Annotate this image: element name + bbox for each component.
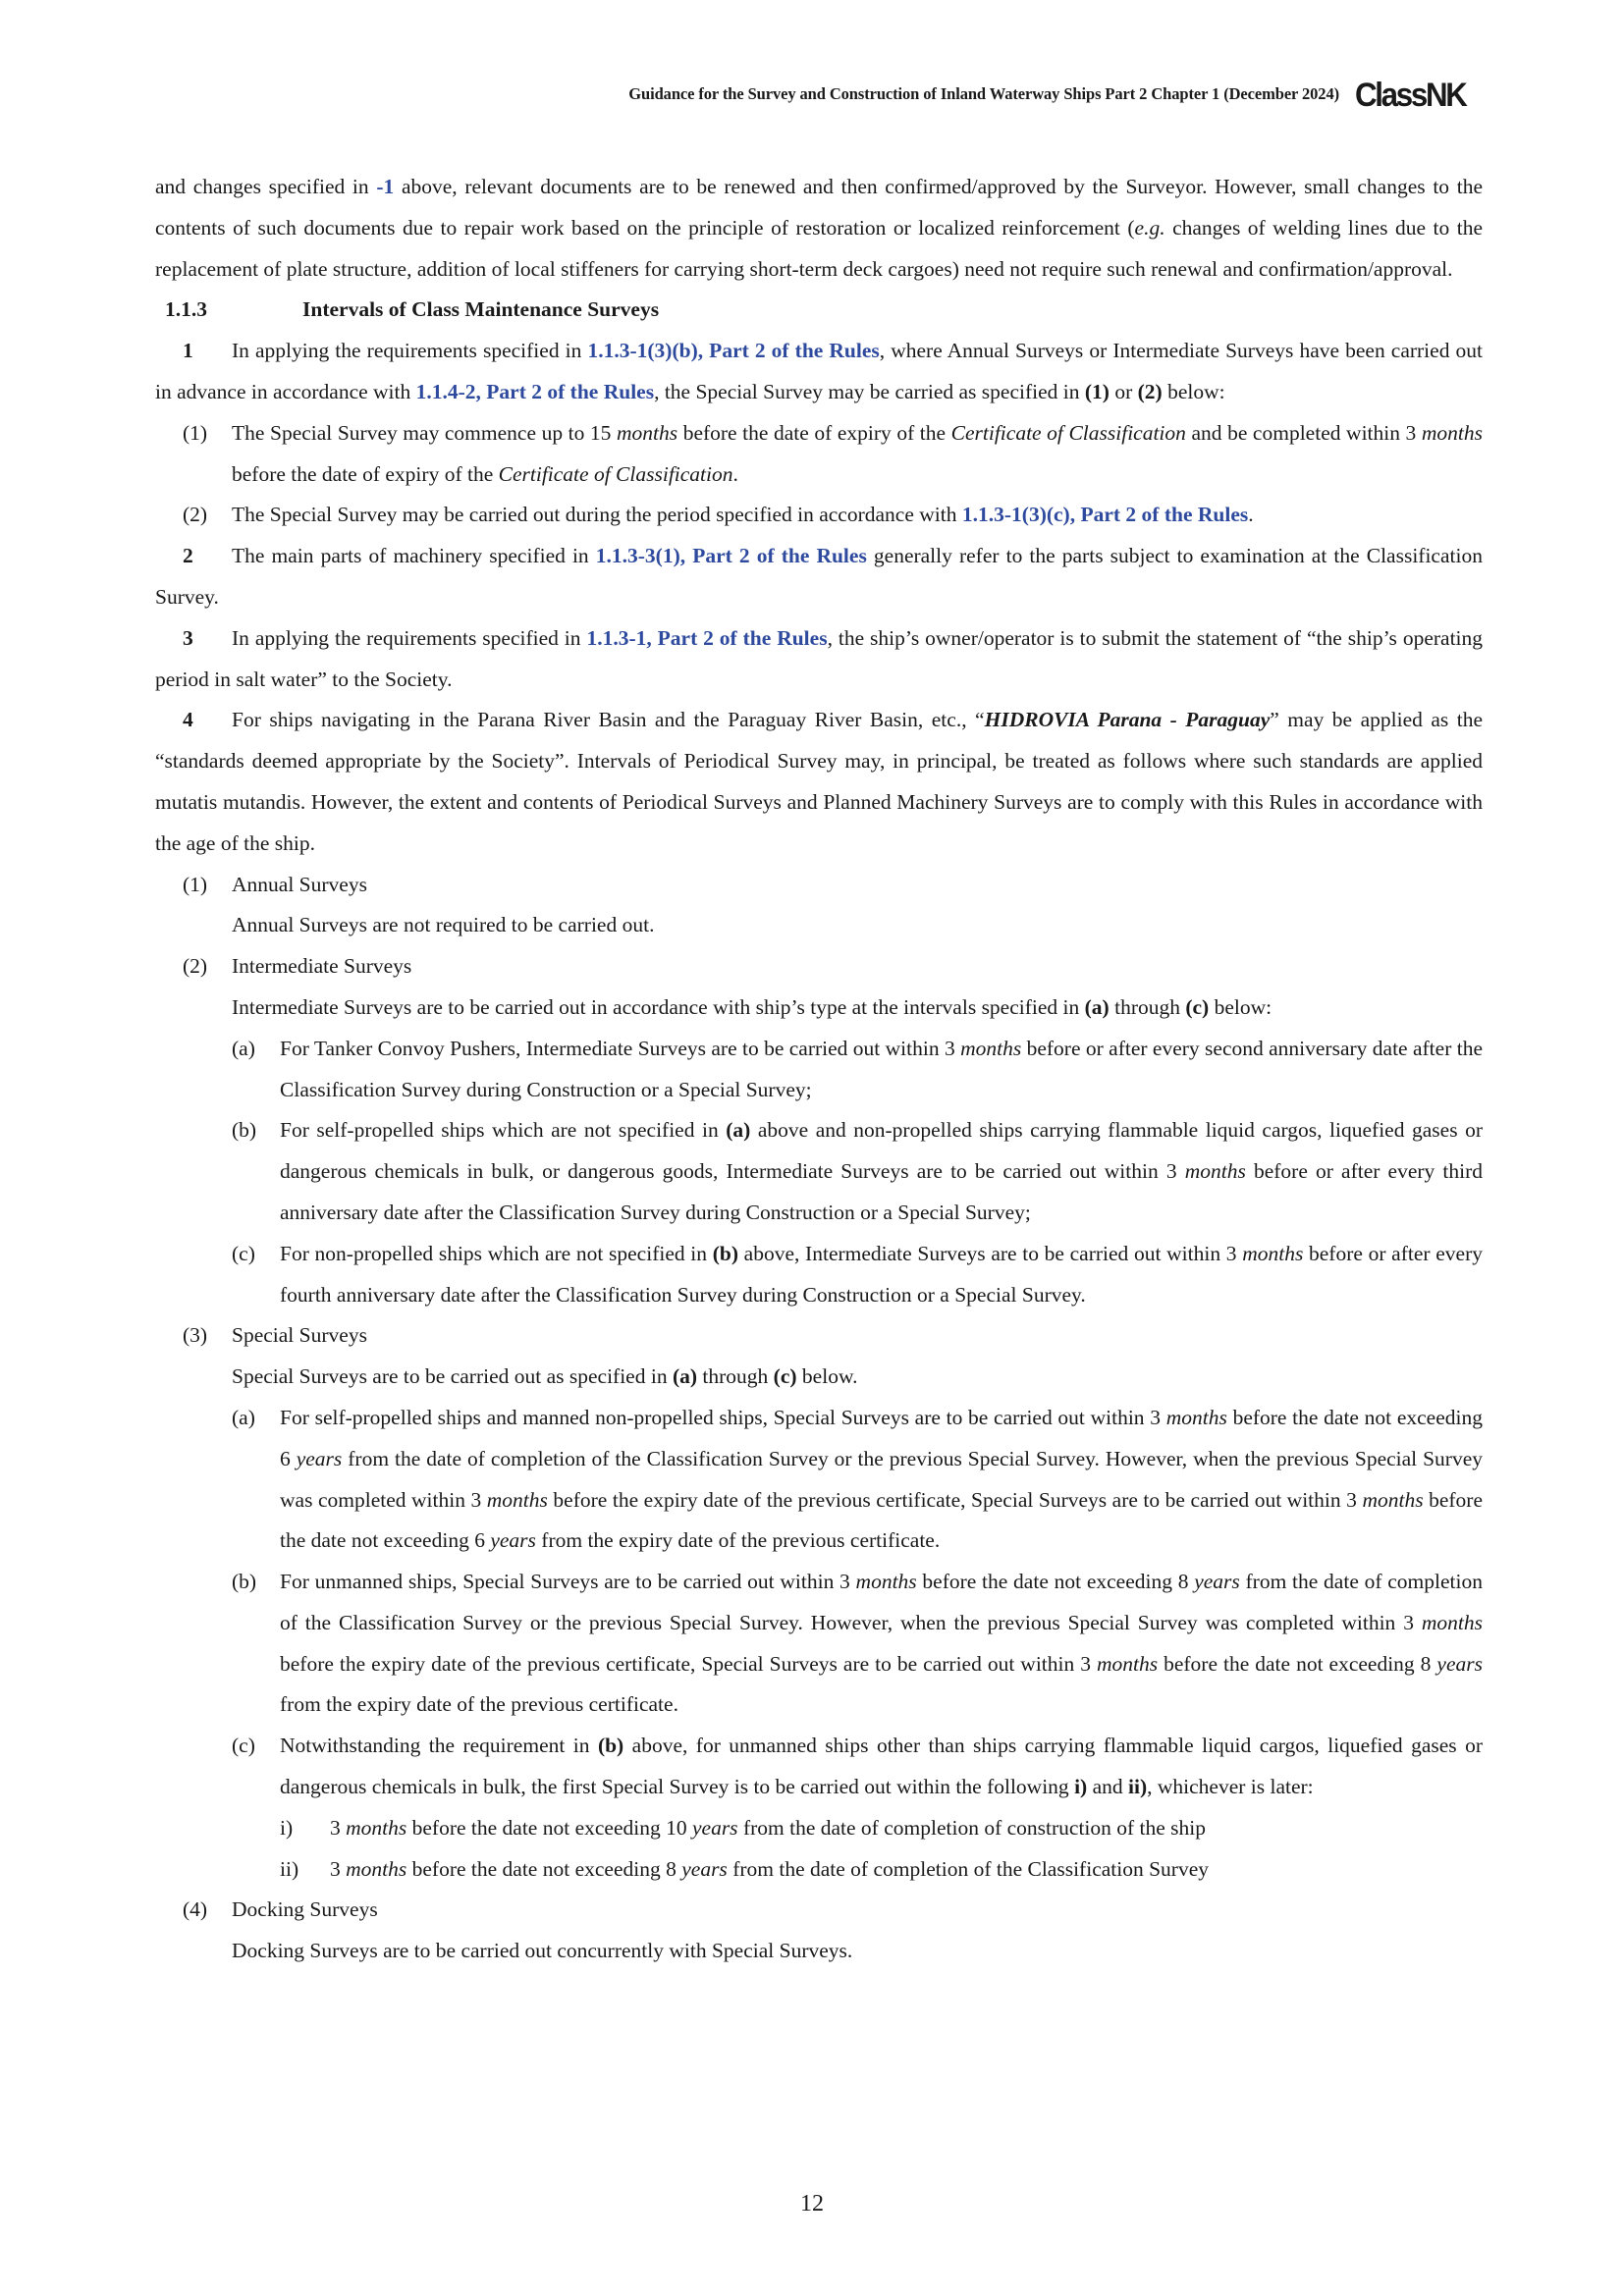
reference-link[interactable]: 1.1.3-1(3)(c), Part 2 of the Rules: [961, 503, 1249, 527]
reference-link[interactable]: 1.1.3-3(1), Part 2 of the Rules: [595, 544, 867, 568]
list-marker: (b): [232, 1118, 257, 1143]
intro-paragraph: and changes specified in -1 above, relevant documents are to be renewed and then confirmed/approved by the Surveyor. However, small changes to the contents of such documents due to repair work based on the principle of restoration or localized reinforcement (e.g. changes of welding lines due to the replacement of plate structure, addition of local stiffeners for carrying short-term deck cargoes) need not require such renewal and confirmation/approval.: [155, 175, 1483, 281]
section-title: Intervals of Class Maintenance Surveys: [302, 297, 660, 322]
intermediate-surveys-heading: (2) Intermediate Surveys: [155, 946, 1483, 988]
list-marker: (2): [183, 954, 208, 979]
intermediate-surveys-body: Intermediate Surveys are to be carried out in accordance with ship’s type at the intervals specified in (a) through (c) below:: [232, 994, 1272, 1019]
paragraph-number: 4: [183, 708, 193, 732]
list-marker: (b): [232, 1570, 257, 1594]
reference-link[interactable]: 1.1.3-1, Part 2 of the Rules: [586, 625, 828, 650]
list-marker: (a): [232, 1405, 255, 1429]
list-item: ii) 3 months before the date not exceeding 8 years from the date of completion of the Classification Survey: [155, 1849, 1483, 1891]
section-number: 1.1.3: [165, 297, 207, 322]
list-marker: ii): [280, 1856, 299, 1881]
list-item: i) 3 months before the date not exceeding 10 years from the date of completion of construction of the ship: [155, 1808, 1483, 1849]
docking-surveys-body: Docking Surveys are to be carried out concurrently with Special Surveys.: [232, 1939, 853, 1963]
paragraph-number: 1: [183, 339, 193, 363]
paragraph-3: 3 In applying the requirements specified in 1.1.3-1, Part 2 of the Rules, the ship’s owner/operator is to submit the statement of “the ship’s operating period in salt water” to the Society.: [155, 618, 1483, 701]
list-item: (c) For non-propelled ships which are not specified in (b) above, Intermediate Surveys are to be carried out within 3 months before or after every fourth anniversary date after the Classification Survey during Construction or a Special Survey.: [155, 1234, 1483, 1316]
docking-surveys-heading: (4) Docking Surveys: [155, 1890, 1483, 1931]
list-marker: (c): [232, 1241, 255, 1265]
page-body: [155, 167, 1483, 1972]
special-surveys-heading: (3) Special Surveys: [155, 1315, 1483, 1357]
list-item: (a) For Tanker Convoy Pushers, Intermediate Surveys are to be carried out within 3 months before or after every second anniversary date after the Classification Survey during Construction or a Special Survey;: [155, 1029, 1483, 1111]
list-marker: i): [280, 1815, 294, 1840]
document-title: Guidance for the Survey and Construction of Inland Waterway Ships Part 2 Chapter 1 (December 2024): [628, 84, 1339, 103]
paragraph-number: 3: [183, 625, 193, 650]
special-surveys-body: Special Surveys are to be carried out as specified in (a) through (c) below.: [232, 1364, 858, 1389]
paragraph-number: 2: [183, 544, 193, 568]
list-item: (b) For self-propelled ships which are not specified in (a) above and non-propelled ships carrying flammable liquid cargos, liquefied gases or dangerous chemicals in bulk, or dangerous goods, Intermediate Surveys are to be carried out within 3 months before or after every third anniversary date after the Classification Survey during Construction or a Special Survey;: [155, 1110, 1483, 1233]
list-item: (c) Notwithstanding the requirement in (b) above, for unmanned ships other than ships carrying flammable liquid cargos, liquefied gases or dangerous chemicals in bulk, the first Special Survey is to be carried out within the following i) and ii), whichever is later:: [155, 1726, 1483, 1808]
page-number: 12: [800, 2191, 824, 2216]
annual-surveys-body: Annual Surveys are not required to be carried out.: [232, 913, 655, 937]
list-item: (2) The Special Survey may be carried out during the period specified in accordance with 1.1.3-1(3)(c), Part 2 of the Rules.: [155, 495, 1483, 536]
classnk-logo: ClassNK: [1355, 77, 1466, 114]
reference-link[interactable]: 1.1.4-2, Part 2 of the Rules: [415, 379, 655, 403]
paragraph-2: 2 The main parts of machinery specified in 1.1.3-3(1), Part 2 of the Rules generally refer to the parts subject to examination at the Classification Survey.: [155, 536, 1483, 618]
list-item: (a) For self-propelled ships and manned non-propelled ships, Special Surveys are to be carried out within 3 months before the date not exceeding 6 years from the date of completion of the Classification Survey or the previous Special Survey. However, when the previous Special Survey was completed within 3 months before the expiry date of the previous certificate, Special Surveys are to be carried out within 3 months before the date not exceeding 6 years from the expiry date of the previous certificate.: [155, 1398, 1483, 1562]
list-marker: (1): [183, 872, 208, 896]
paragraph-4: 4 For ships navigating in the Parana River Basin and the Paraguay River Basin, etc., “HIDROVIA Parana - Paraguay” may be applied as the “standards deemed appropriate by the Society”. Intervals of Periodical Survey may, in principal, be treated as follows where such standards are applied mutatis mutandis. However, the extent and contents of Periodical Surveys and Planned Machinery Surveys are to comply with this Rules in accordance with the age of the ship.: [155, 700, 1483, 864]
list-marker: (2): [183, 503, 208, 527]
section-heading: [155, 290, 1483, 331]
list-item: (1) The Special Survey may commence up to 15 months before the date of expiry of the Certificate of Classification and be completed within 3 months before the date of expiry of the Certificate of Classification.: [155, 413, 1483, 496]
reference-link[interactable]: 1.1.3-1(3)(b), Part 2 of the Rules: [587, 339, 880, 363]
list-marker: (3): [183, 1323, 208, 1348]
reference-link[interactable]: -1: [376, 175, 395, 198]
list-marker: (c): [232, 1734, 255, 1758]
paragraph-1: 1 In applying the requirements specified in 1.1.3-1(3)(b), Part 2 of the Rules, where Annual Surveys or Intermediate Surveys have been carried out in advance in accordance with 1.1.4-2, Part 2 of the Rules, the Special Survey may be carried as specified in (1) or (2) below:: [155, 331, 1483, 413]
list-marker: (4): [183, 1897, 208, 1922]
list-item: (b) For unmanned ships, Special Surveys are to be carried out within 3 months before the date not exceeding 8 years from the date of completion of the Classification Survey or the previous Special Survey. However, when the previous Special Survey was completed within 3 months before the expiry date of the previous certificate, Special Surveys are to be carried out within 3 months before the date not exceeding 8 years from the expiry date of the previous certificate.: [155, 1562, 1483, 1726]
page-header: [0, 77, 1624, 116]
annual-surveys-heading: (1) Annual Surveys: [155, 865, 1483, 906]
list-marker: (1): [183, 420, 208, 445]
list-marker: (a): [232, 1036, 255, 1060]
